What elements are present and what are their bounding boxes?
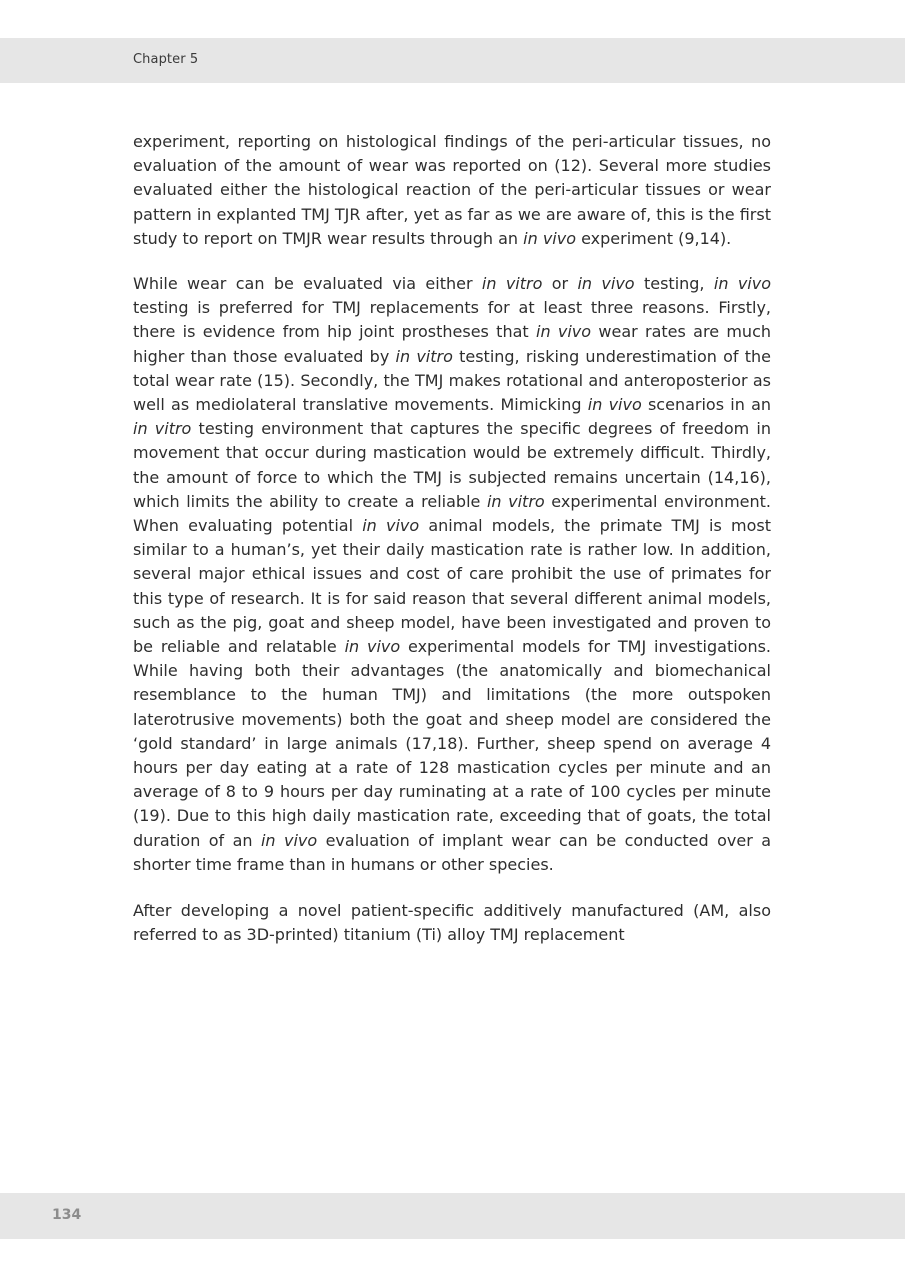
text-run: While wear can be evaluated via either: [133, 274, 482, 294]
italic-term: in vitro: [395, 346, 453, 366]
body-text: [133, 130, 771, 969]
chapter-label: Chapter 5: [133, 52, 199, 67]
italic-term: in vivo: [577, 274, 635, 294]
text-run: experimental environment. When evaluating potential: [133, 491, 771, 536]
italic-term: in vitro: [481, 274, 543, 294]
paragraph: [133, 899, 771, 947]
italic-term: in vivo: [344, 637, 401, 657]
page-number: 134: [52, 1207, 82, 1223]
paragraph: [133, 272, 771, 877]
text-run: scenarios in an: [641, 395, 772, 415]
italic-term: in vitro: [486, 491, 545, 511]
italic-term: in vitro: [133, 419, 192, 439]
paragraph: [133, 130, 771, 251]
text-run: testing,: [634, 274, 714, 294]
italic-term: in vivo: [523, 228, 576, 248]
text-run: wear rates are much higher than those evaluated by: [133, 322, 772, 366]
italic-term: in vivo: [260, 830, 318, 850]
text-run: testing, risking underestimation of the total wear rate (15). Secondly, the TMJ makes rotational and anteroposterior as well as mediolateral translative movements. Mimicking: [133, 346, 771, 415]
text-run: experiment, reporting on histological findings of the peri-articular tissues, no evaluation of the amount of wear was reported on (12). Several more studies evaluated either the histological reaction of the peri-articular tissues or wear pattern in explanted TMJ TJR after, yet as far as we are aware of, this is the first study to report on TMJR wear results through an: [133, 132, 771, 248]
text-run: experiment (9,14).: [576, 228, 732, 248]
italic-term: in vivo: [587, 395, 642, 415]
text-run: experimental models for TMJ investigations. While having both their advantages (the anatomically and biomechanical resemblance to the human TMJ) and limitations (the more outspoken laterotrusive movements) both the goat and sheep model are considered the ‘gold standard’ in large animals (17,18). Further, sheep spend on average 4 hours per day eating at a rate of 128 mastication cycles per minute and an average of 8 to 9 hours per day ruminating at a rate of 100 cycles per minute (19). Due to this high daily mastication rate, exceeding that of goats, the total duration of an: [133, 637, 772, 850]
text-run: evaluation of implant wear can be conducted over a shorter time frame than in humans or other species.: [133, 830, 772, 874]
text-run: After developing a novel patient-specific additively manufactured (AM, also referred to as 3D-printed) titanium (Ti) alloy TMJ replacement: [133, 901, 771, 945]
italic-term: in vivo: [362, 516, 420, 536]
page-footer: [0, 1193, 905, 1239]
text-run: testing is preferred for TMJ replacements for at least three reasons. Firstly, there is evidence from hip joint prostheses that: [133, 298, 771, 342]
italic-term: in vivo: [713, 274, 772, 294]
running-header: [0, 38, 905, 83]
text-run: testing environment that captures the specific degrees of freedom in movement that occur during mastication would be extremely difficult. Thirdly, the amount of force to which the TMJ is subjected remains uncertain (14,16), which limits the ability to create a reliable: [133, 419, 771, 511]
text-run: or: [542, 274, 578, 294]
text-run: animal models, the primate TMJ is most similar to a human’s, yet their daily mastication rate is rather low. In addition, several major ethical issues and cost of care prohibit the use of primates for this type of research. It is for said reason that several different animal models, such as the pig, goat and sheep model, have been investigated and proven to be reliable and relatable: [133, 516, 771, 657]
italic-term: in vivo: [536, 322, 592, 342]
